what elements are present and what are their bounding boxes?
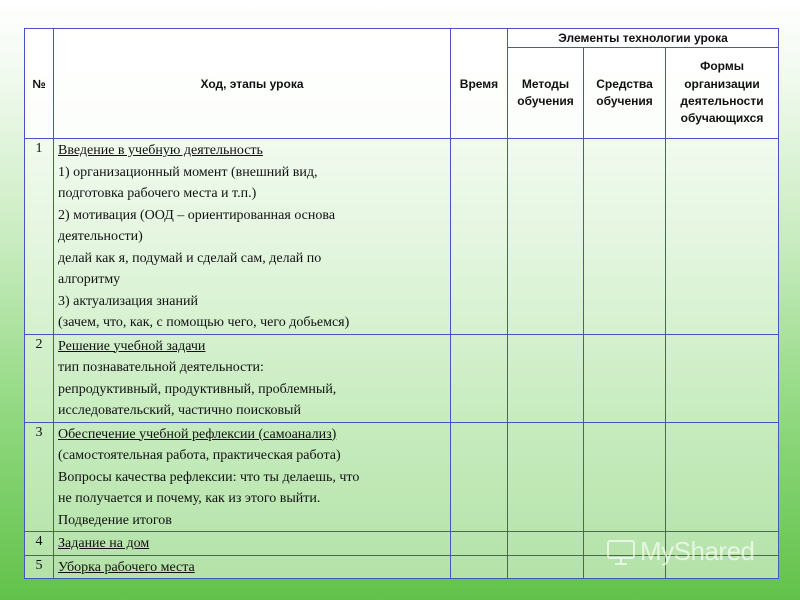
forms-cell — [666, 334, 779, 422]
stage-line: (самостоятельная работа, практическая работа) — [58, 448, 341, 463]
row-number: 4 — [25, 532, 54, 556]
stage-line: 2) мотивация (ООД – ориентированная основа — [58, 207, 336, 223]
methods-cell — [508, 555, 584, 579]
time-cell — [451, 139, 508, 335]
forms-cell — [666, 422, 779, 532]
stage-cell — [54, 555, 451, 579]
means-cell — [584, 139, 666, 335]
forms-cell — [666, 139, 779, 335]
stage-line: алгоритму — [58, 272, 121, 287]
stage-line: Подведение итогов — [58, 512, 172, 528]
header-forms-line4: обучающихся — [680, 111, 764, 126]
header-forms — [666, 48, 779, 139]
stage-line: не получается и почему, как из этого выйти. — [58, 491, 321, 506]
stage-title: Обеспечение учебной рефлексии (самоанализ) — [58, 426, 337, 442]
stage-line: исследовательский, частично поисковый — [58, 403, 301, 418]
methods-cell — [508, 422, 584, 532]
row-number: 2 — [25, 334, 54, 422]
header-stages: Ход, этапы урока — [54, 29, 451, 139]
header-forms-line1: Формы — [700, 59, 744, 74]
row-number: 1 — [25, 139, 54, 335]
header-methods-line1: Методы — [521, 76, 570, 91]
presentation-icon — [606, 538, 636, 566]
stage-line: репродуктивный, продуктивный, проблемный, — [58, 381, 337, 397]
row-number: 3 — [25, 422, 54, 532]
header-forms-line3: деятельности — [680, 94, 764, 108]
stage-cell — [54, 334, 451, 422]
header-means — [584, 48, 666, 139]
methods-cell — [508, 139, 584, 335]
header-tech-elements: Элементы технологии урока — [508, 29, 779, 48]
stage-line: подготовка рабочего места и т.п.) — [58, 186, 257, 201]
time-cell — [451, 422, 508, 532]
stage-cell — [54, 532, 451, 556]
stage-line: (зачем, что, как, с помощью чего, чего добьемся) — [58, 315, 350, 330]
header-methods-line2: обучения — [517, 94, 574, 108]
stage-line: делай как я, подумай и сделай сам, делай по — [58, 250, 322, 266]
header-means-line1: Средства — [596, 76, 653, 91]
time-cell — [451, 555, 508, 579]
lesson-plan-table — [24, 28, 779, 579]
row-number: 5 — [25, 555, 54, 579]
stage-title: Задание на дом — [58, 536, 150, 551]
header-time: Время — [451, 29, 508, 139]
header-forms-line2: организации — [684, 76, 760, 91]
stage-cell — [54, 422, 451, 532]
header-methods — [508, 48, 584, 139]
stage-line: 1) организационный момент (внешний вид, — [58, 164, 318, 180]
methods-cell — [508, 334, 584, 422]
header-num: № — [25, 29, 54, 139]
time-cell — [451, 532, 508, 556]
stage-cell — [54, 139, 451, 335]
means-cell — [584, 422, 666, 532]
time-cell — [451, 334, 508, 422]
table-row — [25, 422, 779, 532]
stage-title: Уборка рабочего места — [58, 559, 195, 575]
table-row — [25, 139, 779, 335]
stage-title: Введение в учебную деятельность — [58, 143, 263, 158]
stage-line: 3) актуализация знаний — [58, 293, 198, 309]
means-cell — [584, 334, 666, 422]
stage-title: Решение учебной задачи — [58, 338, 206, 354]
stage-line: тип познавательной деятельности: — [58, 360, 264, 375]
watermark — [606, 536, 755, 567]
header-means-line2: обучения — [596, 94, 653, 108]
stage-line: Вопросы качества рефлексии: что ты делаешь, что — [58, 469, 360, 485]
stage-line: деятельности) — [58, 229, 143, 244]
methods-cell — [508, 532, 584, 556]
watermark-text: MyShared — [640, 536, 755, 566]
table-row — [25, 334, 779, 422]
